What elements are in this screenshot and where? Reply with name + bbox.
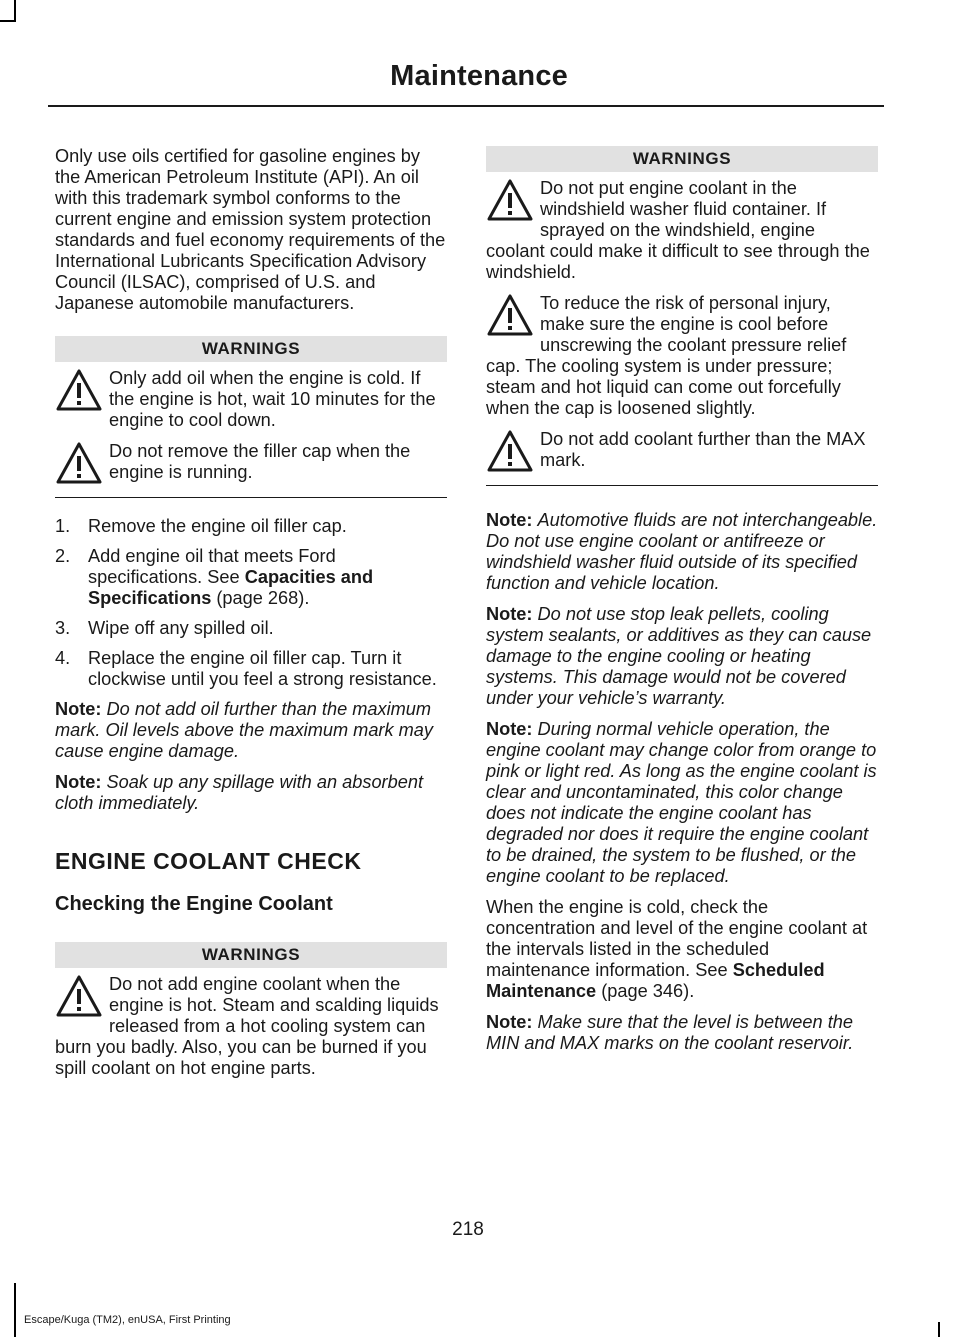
warning-text: Do not add engine coolant when the engine is hot. Steam and scalding liquids released from a hot cooling system can burn you badly. Also, you can be burned if you spill coolant on hot engine parts. [55,974,439,1078]
intro-paragraph: Only use oils certified for gasoline engines by the American Petroleum Institute (API). An oil with this trademark symbol conforms to the current engine and emission system protection standards and fuel economy requirements of the International Lubricants Specification Advisory Council (ILSAC), comprised of U.S. and Japanese automobile manufacturers. [55,146,446,313]
page-number: 218 [452,1219,484,1240]
crop-mark [0,20,16,22]
page-title: Maintenance [390,60,568,92]
footer-text: Escape/Kuga (TM2), enUSA, First Printing [24,1314,231,1326]
note: Note: Do not use stop leak pellets, cooling system sealants, or additives as they can cause damage to the engine cooling or heating systems. This damage would not be covered under your vehicle’s warranty. [486,604,872,708]
section-title: ENGINE COOLANT CHECK [55,848,362,874]
list-item: 2. Add engine oil that meets Ford specifications. See Capacities and Specifications (page 268). [55,546,374,608]
warnings-heading: WARNINGS [55,336,447,362]
steps-list [55,516,447,690]
warning-item [55,974,447,1079]
note: Note: During normal vehicle operation, the engine coolant may change color from orange to pink or light red. As long as the engine coolant is clear and uncontaminated, this color change does not indicate the engine coolant has degraded nor does it require the engine coolant to be drained, the system to be flushed, or the engine coolant to be replaced. [486,719,877,886]
warning-item [55,441,447,487]
warnings-heading: WARNINGS [486,146,878,172]
note: Note: Automotive fluids are not interchangeable. Do not use engine coolant or antifreeze or windshield washer fluid outside of its specified function and vehicle location. [486,510,878,593]
list-item: 3. Wipe off any spilled oil. [55,618,274,638]
warning-divider [486,485,878,486]
cross-reference-link[interactable]: Scheduled Maintenance [486,960,825,1001]
right-column [486,146,878,1064]
warning-item [486,178,878,283]
list-item: 4. Replace the engine oil filler cap. Turn it clockwise until you feel a strong resistance. [55,648,437,689]
warning-item [55,368,447,431]
left-column [55,146,447,1089]
cross-reference-link[interactable]: Capacities and Specifications [88,567,374,608]
warning-text: Do not remove the filler cap when the engine is running. [109,441,411,482]
warning-text: Do not put engine coolant in the windshield washer fluid container. If sprayed on the windshield, engine coolant could make it difficult to see through the windshield. [486,178,870,282]
warning-triangle-icon [55,441,107,487]
note: Note: Make sure that the level is between the MIN and MAX marks on the coolant reservoir. [486,1012,854,1053]
warning-text: To reduce the risk of personal injury, make sure the engine is cool before unscrewing the coolant pressure relief cap. The cooling system is under pressure; steam and hot liquid can come out forcefully when the cap is loosened slightly. [486,293,847,418]
warning-item [486,293,878,419]
body-paragraph: When the engine is cold, check the concentration and level of the engine coolant at the intervals listed in the scheduled maintenance information. See Scheduled Maintenance (page 346). [486,897,868,1001]
warning-text: Only add oil when the engine is cold. If the engine is hot, wait 10 minutes for the engine to cool down. [109,368,436,430]
subsection-title: Checking the Engine Coolant [55,893,333,915]
warnings-heading: WARNINGS [55,942,447,968]
warning-item [486,429,878,475]
warning-triangle-icon [486,293,538,339]
warning-text: Do not add coolant further than the MAX mark. [540,429,866,470]
warning-triangle-icon [55,974,107,1020]
warning-triangle-icon [486,429,538,475]
crop-mark [938,1322,940,1337]
note: Note: Soak up any spillage with an absorbent cloth immediately. [55,772,424,813]
warning-triangle-icon [55,368,107,414]
header-divider [48,105,884,107]
crop-mark [14,0,16,20]
warning-triangle-icon [486,178,538,224]
note: Note: Do not add oil further than the maximum mark. Oil levels above the maximum mark may cause engine damage. [55,699,433,761]
crop-mark [14,1283,16,1337]
warning-divider [55,497,447,498]
list-item: 1. Remove the engine oil filler cap. [55,516,347,536]
